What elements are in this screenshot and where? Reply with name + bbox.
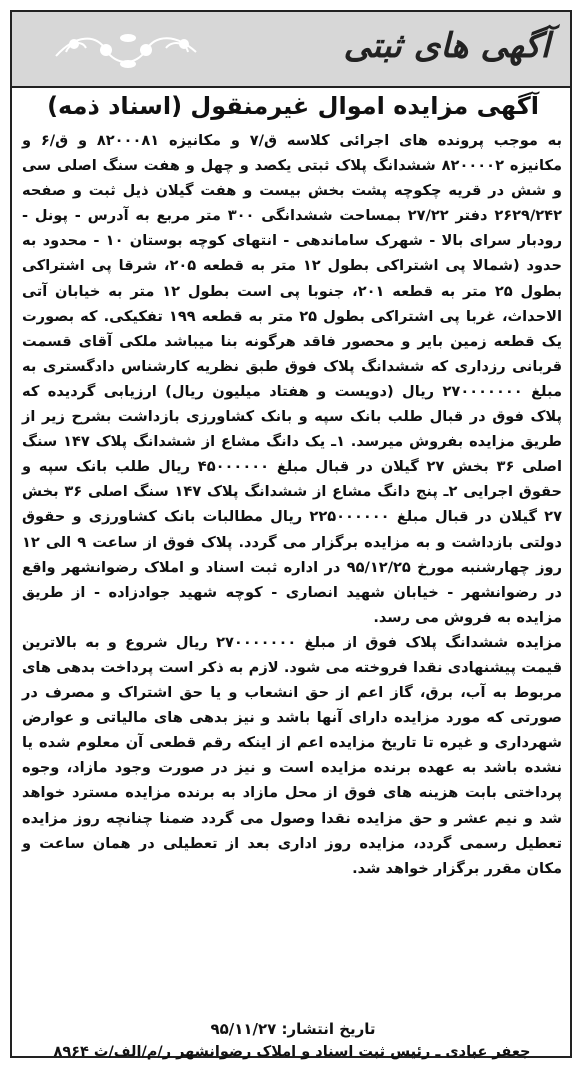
ad-title: آگهی مزایده اموال غیرمنقول (اسناد ذمه) xyxy=(47,92,539,120)
ad-body-paragraph-2: مزایده ششدانگ پلاک فوق از مبلغ ۲۷۰۰۰۰۰۰۰ ریال شروع و به بالاترین قیمت پیشنهادی نقدا فروخته می شود. لازم به ذکر است پرداخت بدهی های مربوط به آب، برق، گاز اعم از حق انشعاب و یا حق اشتراک و مصرف در صورتی که مورد مزایده دارای آنها باشد و نیز بدهی های مالیاتی و عوارض شهرداری و غیره تا تاریخ مزایده اعم از اینکه رقم قطعی آن معلوم شده یا نشده باشد به عهده برنده مزایده است و نیز در صورت وجود مازاد، وجوه پرداختی بابت هزینه های فوق از محل مازاد به برنده مزایده مسترد خواهد شد و نیم عشر و حق مزایده نقدا وصول می گردد ضمنا چنانچه روز مزایده تعطیل رسمی گردد، مزایده روز اداری بعد از تعطیلی در همان ساعت و مکان مقرر برگزار خواهد شد. xyxy=(22,633,563,877)
section-title: آگهی های ثبتی xyxy=(343,26,550,66)
ad-body-paragraph-1: به موجب پرونده های اجرائی کلاسه ق/۷ و مکانیزه ۸۲۰۰۰۸۱ و ق/۶ و مکانیزه ۸۲۰۰۰۰۲ ششدانگ پلاک ثبتی یکصد و چهل و هفت سنگ اصلی سی و شش در قریه چکوچه پشت بخش بیست و هفت گیلان ذیل ثبت و صفحه ۲۶۲۹/۲۴۲ دفتر ۲۷/۲۲ بمساحت ششدانگی ۳۰۰ متر مربع به آدرس - پونل - رودبار سرای بالا - شهرک ساماندهی - انتهای کوچه بوستان ۱۰ - محدود به حدود (شمالا پی اشتراکی بطول ۱۲ متر به قطعه ۲۰۵، شرقا پی اشتراکی بطول ۲۵ متر به قطعه ۲۰۱، جنوبا پی است بطول ۱۲ متر به خیابان آتی الاحداث، غربا پی اشتراکی بطول ۲۵ متر به قطعه ۱۹۹ تفکیکی. که بصورت یک قطعه زمین بایر و محصور فاقد هرگونه بنا میباشد ملکی آقای قسمت قربانی رزداری که ششدانگ پلاک فوق طبق نظریه کارشناس دادگستری به مبلغ ۲۷۰۰۰۰۰۰۰ ریال (دویست و هفتاد میلیون ریال) ارزیابی گردیده که پلاک فوق در قبال طلب بانک سپه و بانک کشاورزی بازداشت بشرح زیر از طریق مزایده بفروش میرسد. ۱ـ یک دانگ مشاع از ششدانگ پلاک ۱۴۷ سنگ اصلی ۳۶ بخش ۲۷ گیلان در قبال مبلغ ۴۵۰۰۰۰۰۰ ریال طلب بانک سپه و حقوق اجرایی ۲ـ پنج دانگ مشاع از ششدانگ پلاک ۱۴۷ سنگ اصلی ۳۶ بخش ۲۷ گیلان در قبال مبلغ ۲۲۵۰۰۰۰۰۰ ریال مطالبات بانک کشاورزی و حقوق دولتی بازداشت و به مزایده برگزار می گردد. پلاک فوق از ساعت ۹ الی ۱۲ روز چهارشنبه مورخ ۹۵/۱۲/۲۵ در اداره ثبت اسناد و املاک رضوانشهر واقع در رضوانشهر - خیابان شهید انصاری - کوچه شهید جوادزاده - از طریق مزایده به فروش می رسد. xyxy=(22,132,563,626)
ad-body xyxy=(22,128,562,881)
publish-date: تاریخ انتشار: ۹۵/۱۱/۲۷ xyxy=(210,1020,376,1038)
signature-line: جعفر عبادی ـ رئیس ثبت اسناد و املاک رضوانشهر ر/م/الف/ث ۸۹۶۴ xyxy=(53,1044,531,1060)
floral-ornament-icon xyxy=(46,26,216,74)
section-header xyxy=(12,12,570,88)
